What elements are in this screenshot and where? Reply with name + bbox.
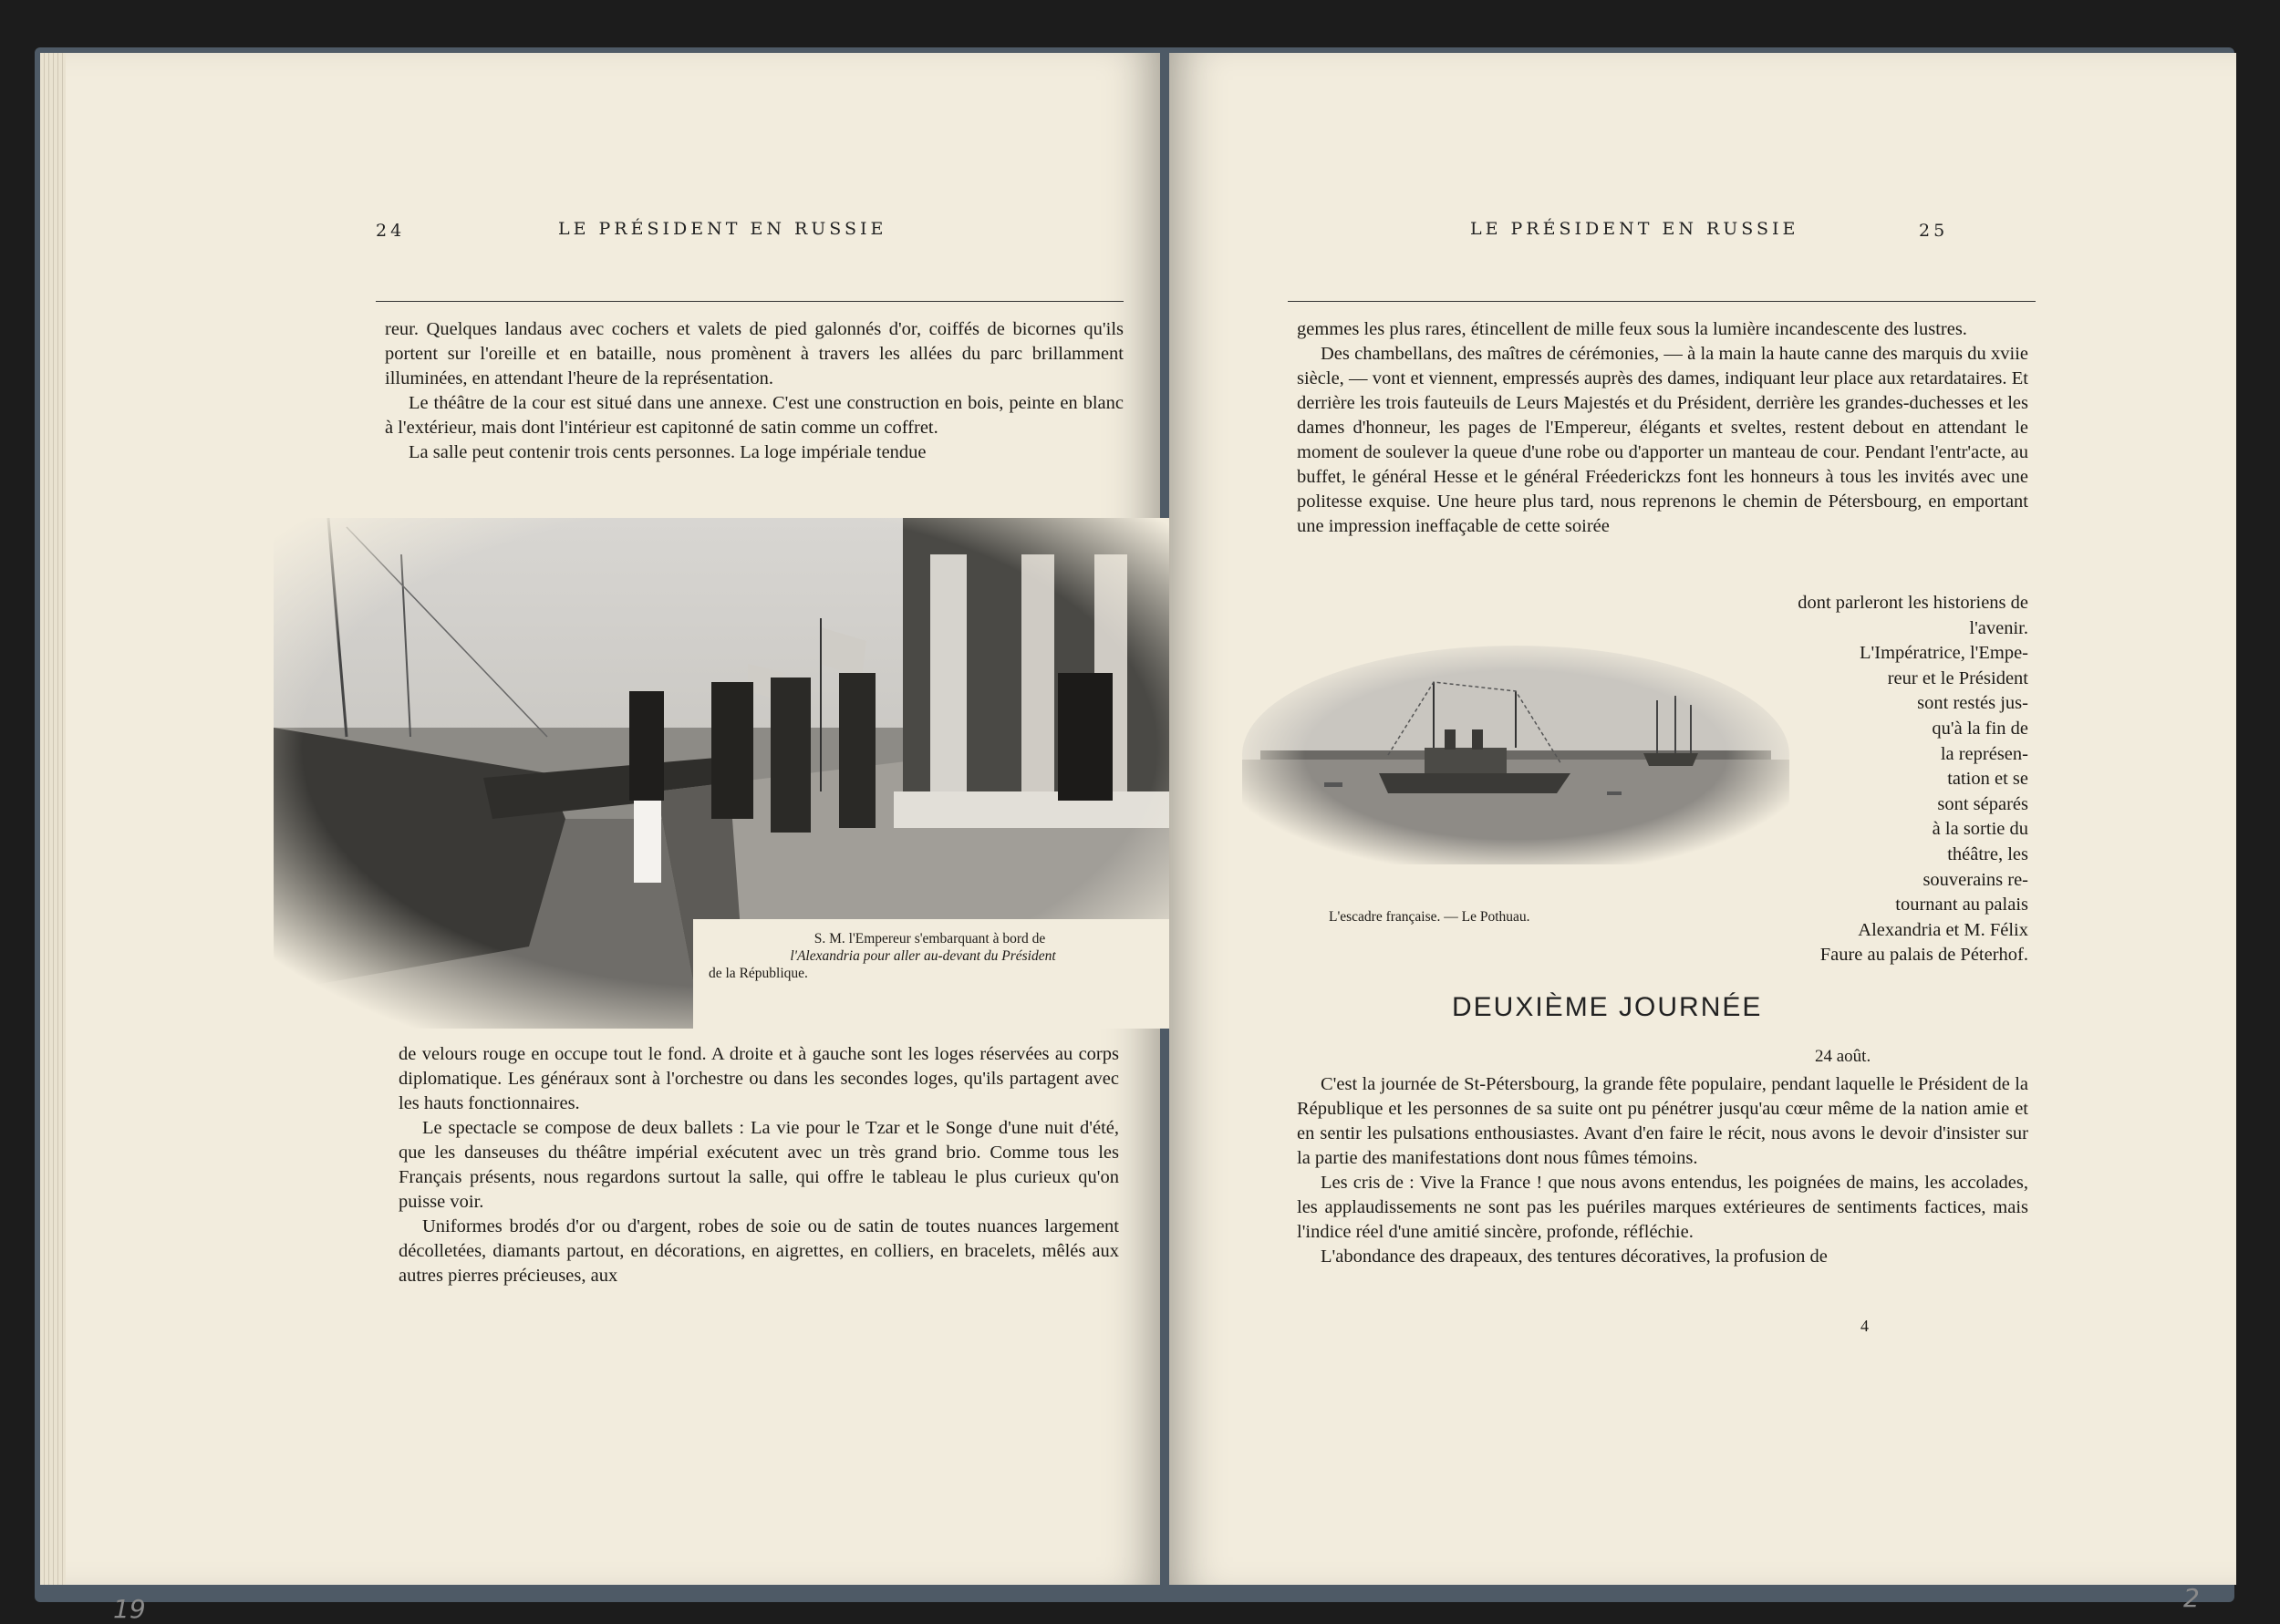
paragraph: reur. Quelques landaus avec cochers et valets de pied galonnés d'or, coiffés de bicornes qu'ils portent sur l'oreille et en bataille, nous promènent à travers les allées du parc brillamment illuminées, en attendant l'heure de la représentation. (385, 319, 1124, 388)
wrap-line: L'Impératrice, l'Empe- (1860, 643, 2028, 664)
paragraph: Uniformes brodés d'or ou d'argent, robes de soie ou de satin de toutes nuances largement décolletées, diamants partout, en décorations, en aigrettes, en colliers, en bracelets, mêlés aux autres pierres précieuses, aux (399, 1216, 1119, 1286)
wrap-line: sont séparés (1937, 793, 2028, 814)
paragraph: Le spectacle se compose de deux ballets : La vie pour le Tzar et le Songe d'une nuit d'été, que les danseuses du théâtre impérial exécutent avec un très grand brio. Comme tous les Français présents, nous regardons surtout la salle, qui offre le tableau le plus curieux qu'on puisse voir. (399, 1118, 1119, 1212)
right-running-head: LE PRÉSIDENT EN RUSSIE (1470, 219, 1799, 239)
photo-french-squadron (1242, 646, 1789, 864)
section-heading: DEUXIÈME JOURNÉE (1452, 992, 1763, 1022)
margin-note-left: 19 (113, 1594, 146, 1624)
wrap-line: souverains re- (1922, 869, 2028, 890)
wrap-line: tation et se (1947, 769, 2028, 790)
photo-caption-3: de la République. (709, 966, 808, 981)
paragraph: La salle peut contenir trois cents personnes. La loge impériale tendue (409, 442, 927, 462)
wrap-line: qu'à la fin de (1932, 718, 2028, 739)
paragraph: Le théâtre de la cour est situé dans une annexe. C'est une construction en bois, peinte en blanc à l'extérieur, mais dont l'intérieur est capitonné de satin comme un coffret. (385, 393, 1124, 438)
page-edges (40, 53, 67, 1585)
wrap-line: Faure au palais de Péterhof. (1819, 945, 2028, 966)
paragraph: de velours rouge en occupe tout le fond. A droite et à gauche sont les loges réservées au corps diplomatique. Les généraux sont à l'orchestre ou dans les secondes loges, qu'ils partagent avec les hauts fonctionnaires. (399, 1044, 1119, 1113)
left-page (66, 53, 1160, 1624)
margin-note-right: 2 (2183, 1583, 2200, 1613)
wrap-line: l'avenir. (1969, 617, 2028, 638)
right-page (1169, 53, 2236, 1613)
left-text-bottom (399, 1042, 1119, 1288)
dateline: 24 août. (1815, 1047, 1871, 1066)
wrap-line: théâtre, les (1947, 843, 2028, 864)
signature-mark: 4 (1860, 1317, 1869, 1335)
left-text-top (385, 317, 1124, 465)
squadron-caption: L'escadre française. — Le Pothuau. (1329, 909, 1530, 925)
paragraph: gemmes les plus rares, étincellent de mille feux sous la lumière incandescente des lustres. (1297, 319, 1967, 339)
left-running-head: LE PRÉSIDENT EN RUSSIE (558, 219, 887, 239)
right-head-rule (1288, 301, 2036, 302)
right-text-bottom (1297, 1072, 2028, 1269)
photo-caption-1: S. M. l'Empereur s'embarquant à bord de (814, 931, 1046, 946)
right-page-number: 25 (1919, 221, 1949, 241)
wrap-line: dont parleront les historiens de (1798, 593, 2028, 613)
left-head-rule (376, 301, 1124, 302)
wrap-line: Alexandria et M. Félix (1858, 919, 2028, 940)
paragraph: C'est la journée de St-Pétersbourg, la grande fête populaire, pendant laquelle le Président de la République et les personnes de sa suite ont pu pénétrer jusqu'au cœur même de la nation amie et en sentir les pulsations enthousiastes. Avant d'en faire le récit, nous avons le devoir d'insister sur la partie des manifestations dont nous fûmes témoins. (1297, 1074, 2028, 1168)
wrap-line: à la sortie du (1932, 819, 2028, 840)
wrap-line: tournant au palais (1895, 895, 2028, 915)
wrap-line: la représen- (1940, 743, 2028, 764)
left-page-number: 24 (376, 221, 406, 241)
photo-caption-2: l'Alexandria pour aller au-devant du Président (790, 948, 1056, 964)
paragraph: Des chambellans, des maîtres de cérémonies, — à la main la haute canne des marquis du xviie siècle, — vont et viennent, empressés auprès des dames, indiquant leur place aux retardataires. Et derrière les trois fauteuils de Leurs Majestés et du Président, derrière les grandes-duchesses et les dames d'honneur, les pages de l'Empereur, élégants et sveltes, restent debout en attendant le moment de soulever la queue d'une robe ou d'apporter un manteau de cour. Pendant l'entr'acte, au buffet, le général Hesse et le général Fréederickzs font les honneurs à tous les invités avec une politesse exquise. Une heure plus tard, nous reprenons le chemin de Pétersbourg, en emportant une impression ineffaçable de cette soirée (1297, 344, 2028, 536)
paragraph: Les cris de : Vive la France ! que nous avons entendus, les poignées de mains, les accolades, les applaudissements ne sont pas les puériles marques extérieures de sentiments factices, mais l'indice réel d'une amitié sincère, profonde, réfléchie. (1297, 1173, 2028, 1242)
paragraph: L'abondance des drapeaux, des tentures décoratives, la profusion de (1321, 1246, 1828, 1267)
photo-illustration (1242, 646, 1789, 864)
right-text-top (1297, 317, 2028, 539)
wrap-line: sont restés jus- (1917, 693, 2028, 714)
wrap-line: reur et le Président (1887, 667, 2028, 688)
